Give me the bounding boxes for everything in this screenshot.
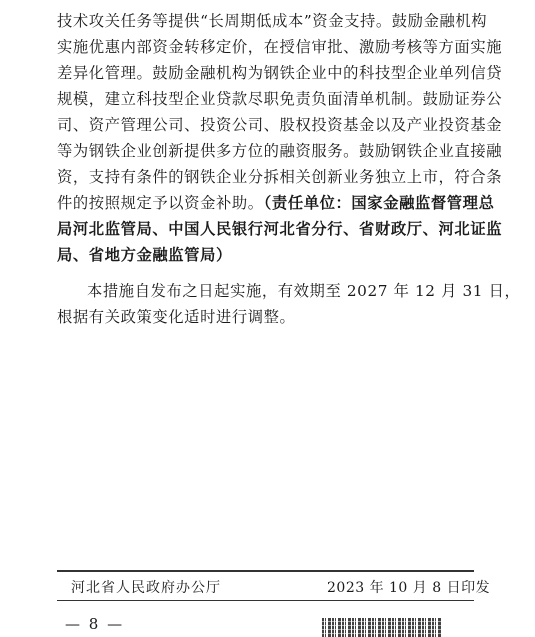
paragraph-financing-support: [57, 8, 503, 268]
text-line: 等为钢铁企业创新提供多方位的融资服务。鼓励钢铁企业直接融: [57, 142, 503, 160]
page-number: — 8 —: [65, 615, 125, 633]
document-body: [57, 8, 521, 330]
text-line: 司、资产管理公司、投资公司、股权投资基金以及产业投资基金: [57, 116, 503, 134]
qr-code-pattern: [322, 618, 442, 637]
footer-top-rule: [57, 570, 474, 572]
responsible-units-line: 局河北监管局、中国人民银行河北省分行、省财政厅、河北证监: [57, 220, 503, 238]
responsible-units-start: （责任单位：国家金融监督管理总: [263, 194, 495, 212]
footer-issuer: 河北省人民政府办公厅: [71, 580, 221, 596]
paragraph-effective-period: [57, 278, 521, 330]
text-line: 技术攻关任务等提供“长周期低成本”资金支持。鼓励金融机构: [57, 12, 488, 30]
footer-bottom-rule: [57, 600, 474, 601]
text-line: 根据有关政策变化适时进行调整。: [57, 308, 296, 326]
text-line: 规模，建立科技型企业贷款尽职免责负面清单机制。鼓励证券公: [57, 90, 503, 108]
text-line: 差异化管理。鼓励金融机构为钢铁企业中的科技型企业单列信贷: [57, 64, 503, 82]
text-line: 实施优惠内部资金转移定价，在授信审批、激励考核等方面实施: [57, 38, 503, 56]
text-line: [57, 190, 495, 216]
responsible-units-line: 局、省地方金融监管局）: [57, 246, 232, 264]
text-line: 资，支持有条件的钢铁企业分拆相关创新业务独立上市，符合条: [57, 168, 503, 186]
footer-issue-date: 2023 年 10 月 8 日印发: [327, 580, 491, 596]
text-line: 本措施自发布之日起实施，有效期至 2027 年 12 月 31 日，: [87, 282, 521, 300]
text-segment: 件的按照规定予以资金补助。: [57, 194, 264, 212]
